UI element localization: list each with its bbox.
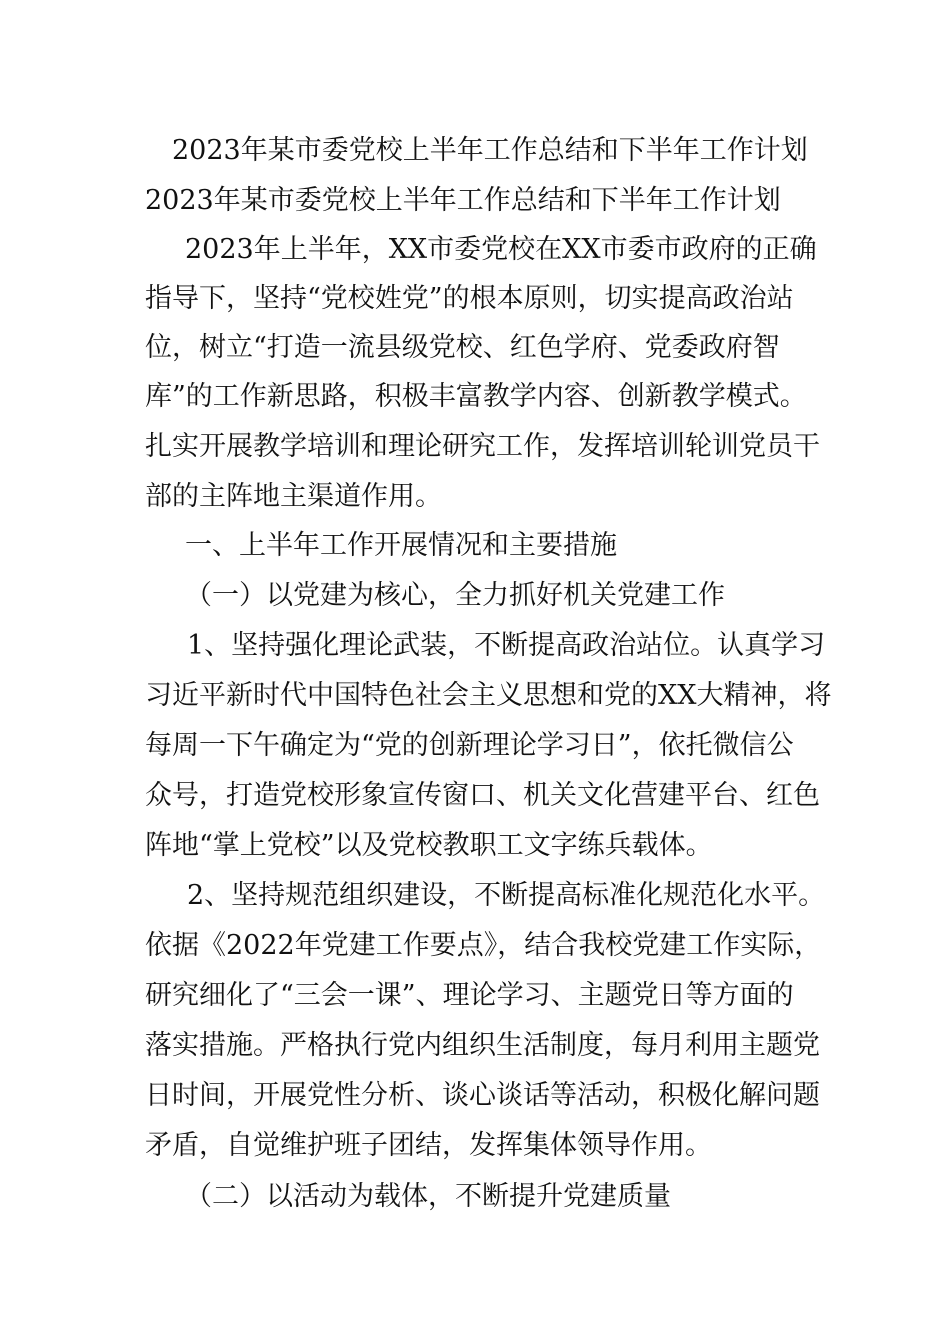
intro-line-5: 扎实开展教学培训和理论研究工作，发挥培训轮训党员干 bbox=[145, 431, 820, 462]
document-title: 2023年某市委党校上半年工作总结和下半年工作计划 bbox=[172, 135, 808, 166]
item2-line-5: 日时间，开展党性分析、谈心谈话等活动，积极化解问题 bbox=[145, 1080, 820, 1111]
item1-line-1: 1、坚持强化理论武装，不断提高政治站位。认真学习 bbox=[187, 630, 826, 661]
item1-line-2: 习近平新时代中国特色社会主义思想和党的XX大精神，将 bbox=[145, 680, 832, 711]
item1-line-4: 众号，打造党校形象宣传窗口、机关文化营建平台、红色 bbox=[145, 780, 820, 811]
subsection-heading-2: （二）以活动为载体，不断提升党建质量 bbox=[185, 1181, 671, 1212]
item2-line-2: 依据《2022年党建工作要点》，结合我校党建工作实际， bbox=[145, 930, 822, 961]
item2-line-3: 研究细化了“三会一课”、理论学习、主题党日等方面的 bbox=[145, 980, 794, 1011]
document-subtitle: 2023年某市委党校上半年工作总结和下半年工作计划 bbox=[145, 185, 781, 216]
item1-line-3: 每周一下午确定为“党的创新理论学习日”，依托微信公 bbox=[145, 730, 794, 761]
item2-line-4: 落实措施。严格执行党内组织生活制度，每月利用主题党 bbox=[145, 1030, 820, 1061]
section-heading-1: 一、上半年工作开展情况和主要措施 bbox=[185, 530, 617, 561]
subsection-heading-1: （一）以党建为核心，全力抓好机关党建工作 bbox=[185, 580, 725, 611]
intro-line-4: 库”的工作新思路，积极丰富教学内容、创新教学模式。 bbox=[145, 381, 807, 412]
item2-line-1: 2、坚持规范组织建设，不断提高标准化规范化水平。 bbox=[187, 880, 826, 911]
intro-line-6: 部的主阵地主渠道作用。 bbox=[145, 481, 442, 512]
intro-line-2: 指导下，坚持“党校姓党”的根本原则，切实提高政治站 bbox=[145, 283, 794, 314]
intro-line-3: 位，树立“打造一流县级党校、红色学府、党委政府智 bbox=[145, 332, 780, 363]
item1-line-5: 阵地“掌上党校”以及党校教职工文字练兵载体。 bbox=[145, 830, 713, 861]
intro-line-1: 2023年上半年，XX市委党校在XX市委市政府的正确 bbox=[185, 234, 817, 265]
item2-line-6: 矛盾，自觉维护班子团结，发挥集体领导作用。 bbox=[145, 1130, 712, 1161]
